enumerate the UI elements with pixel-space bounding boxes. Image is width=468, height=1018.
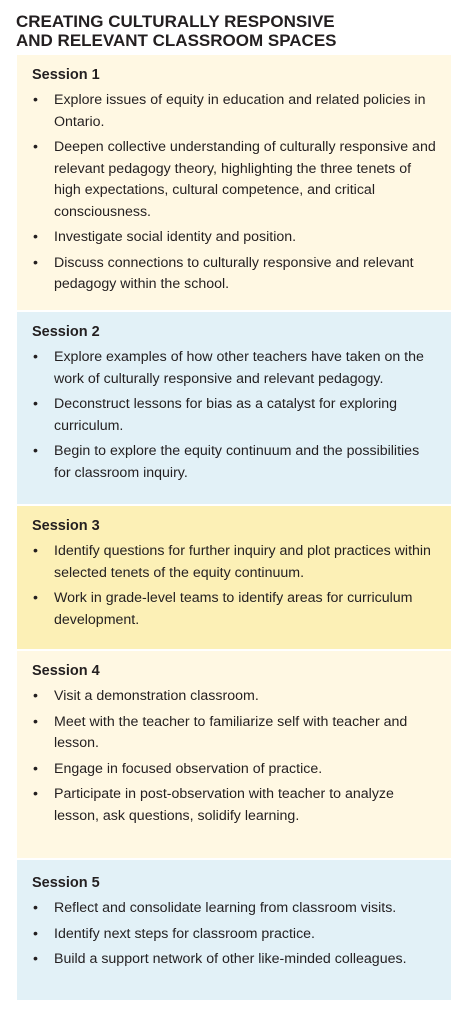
list-item-text: Deconstruct lessons for bias as a catalyst for exploring curriculum.: [54, 396, 398, 434]
bullet-icon: •: [33, 925, 38, 942]
bullet-icon: •: [33, 92, 38, 108]
session-5-heading: Session 5: [32, 875, 100, 891]
session-2-box: [17, 312, 451, 504]
list-item-text: Engage in focused observation of practice.: [54, 760, 323, 777]
page-title-line-2: AND RELEVANT CLASSROOM SPACES: [16, 31, 337, 50]
bullet-icon: •: [33, 443, 38, 459]
bullet-icon: •: [33, 349, 38, 365]
list-item-text: Identify questions for further inquiry and plot practices within selected tenets of the equity continuum.: [54, 543, 431, 581]
session-1-list: [32, 90, 437, 296]
page-title: [16, 12, 456, 50]
bullet-icon: •: [33, 688, 38, 704]
list-item: [32, 898, 437, 920]
page-title-line-1: CREATING CULTURALLY RESPONSIVE: [16, 12, 335, 31]
list-item-text: Visit a demonstration classroom.: [54, 688, 259, 704]
list-item-text: Build a support network of other like-minded colleagues.: [54, 951, 407, 967]
list-item: [32, 347, 437, 390]
list-item: [32, 759, 437, 781]
session-2-list: [32, 347, 437, 484]
list-item-text: Discuss connections to culturally responsive and relevant pedagogy within the school.: [54, 254, 414, 292]
list-item-text: Reflect and consolidate learning from classroom visits.: [54, 900, 397, 916]
bullet-icon: •: [33, 760, 38, 777]
list-item: [32, 137, 437, 223]
list-item-text: Begin to explore the equity continuum and the possibilities for classroom inquiry.: [54, 443, 420, 481]
list-item: [32, 253, 437, 296]
session-4-list: [32, 686, 437, 827]
bullet-icon: •: [33, 590, 38, 606]
bullet-icon: •: [33, 543, 38, 559]
list-item: [32, 784, 437, 827]
list-item: [32, 394, 437, 437]
list-item: [32, 949, 437, 971]
list-item: [32, 712, 437, 755]
list-item: [32, 90, 437, 133]
bullet-icon: •: [33, 396, 38, 412]
session-1-box: [17, 55, 451, 310]
session-4-box: [17, 651, 451, 858]
session-2-heading: Session 2: [32, 324, 100, 340]
bullet-icon: •: [33, 139, 38, 155]
session-3-list: [32, 541, 437, 631]
bullet-icon: •: [33, 900, 38, 916]
list-item: [32, 686, 437, 708]
list-item: [32, 924, 437, 946]
session-3-box: [17, 506, 451, 649]
list-item: [32, 541, 437, 584]
bullet-icon: •: [33, 229, 38, 245]
list-item-text: Investigate social identity and position.: [54, 229, 297, 245]
list-item: [32, 227, 437, 249]
session-5-box: [17, 860, 451, 1000]
list-item-text: Participate in post-observation with teacher to analyze lesson, ask questions, solidify learning.: [54, 786, 394, 824]
session-4-heading: Session 4: [32, 663, 100, 679]
list-item: [32, 588, 437, 631]
list-item-text: Identify next steps for classroom practice.: [54, 925, 316, 942]
list-item-text: Explore examples of how other teachers have taken on the work of culturally responsive and relevant pedagogy.: [54, 349, 424, 387]
list-item: [32, 441, 437, 484]
list-item-text: Work in grade-level teams to identify areas for curriculum development.: [54, 590, 413, 628]
session-1-heading: Session 1: [32, 67, 100, 83]
bullet-icon: •: [33, 951, 38, 967]
session-3-heading: Session 3: [32, 518, 100, 534]
bullet-icon: •: [33, 254, 38, 271]
bullet-icon: •: [33, 786, 38, 802]
list-item-text: Deepen collective understanding of culturally responsive and relevant pedagogy theory, highlighting the three tenets of high expectations, cultural competence, and critical consciousness.: [54, 139, 436, 220]
bullet-icon: •: [33, 713, 38, 730]
list-item-text: Explore issues of equity in education and related policies in Ontario.: [54, 92, 426, 130]
list-item-text: Meet with the teacher to familiarize self with teacher and lesson.: [54, 713, 408, 751]
session-5-list: [32, 898, 437, 971]
